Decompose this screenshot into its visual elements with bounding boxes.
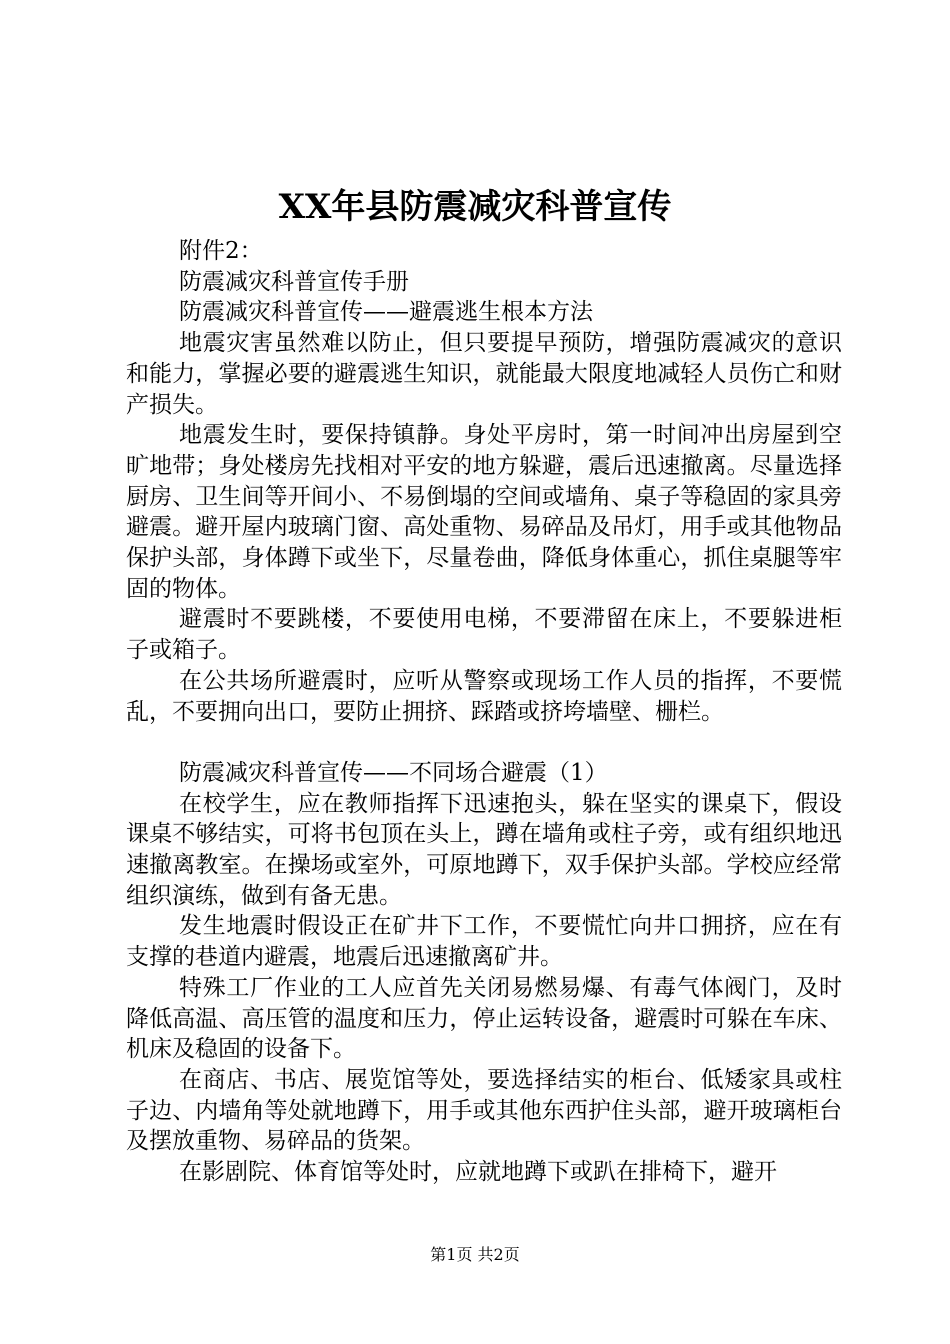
paragraph-theaters: 在影剧院、体育馆等处时，应就地蹲下或趴在排椅下，避开 (179, 1159, 777, 1186)
paragraph-section-heading-1: 防震减灾科普宣传——避震逃生根本方法 (179, 299, 593, 326)
document-body (126, 236, 842, 1188)
paragraph-during-earthquake: 地震发生时，要保持镇静。身处平房时，第一时间冲出房屋到空旷地带；身处楼房先找相对平安的地方躲避，震后迅速撤离。尽量选择厨房、卫生间等开间小、不易倒塌的空间或墙角、桌子等稳固的家具旁避震。避开屋内玻璃门窗、高处重物、易碎品及吊灯，用手或其他物品保护头部，身体蹲下或坐下，尽量卷曲，降低身体重心，抓住桌腿等牢固的物体。 (126, 422, 842, 602)
paragraph-do-not: 避震时不要跳楼，不要使用电梯，不要滞留在床上，不要躲进柜子或箱子。 (126, 606, 842, 664)
paragraph-attachment-label: 附件2： (179, 238, 263, 264)
paragraph-students: 在校学生，应在教师指挥下迅速抱头，躲在坚实的课桌下，假设课桌不够结实，可将书包顶在头上，蹲在墙角或柱子旁，或有组织地迅速撤离教室。在操场或室外，可原地蹲下，双手保护头部。学校应经常组织演练，做到有备无患。 (126, 790, 842, 909)
paragraph-intro: 地震灾害虽然难以防止，但只要提早预防，增强防震减灾的意识和能力，掌握必要的避震逃生知识，就能最大限度地减轻人员伤亡和财产损失。 (126, 330, 842, 418)
paragraph-public-places: 在公共场所避震时，应听从警察或现场工作人员的指挥，不要慌乱，不要拥向出口，要防止拥挤、踩踏或挤垮墙壁、栅栏。 (126, 667, 842, 725)
paragraph-shops: 在商店、书店、展览馆等处，要选择结实的柜台、低矮家具或柱子边、内墙角等处就地蹲下，用手或其他东西护住头部，避开玻璃柜台及摆放重物、易碎品的货架。 (126, 1066, 842, 1155)
paragraph-section-heading-2: 防震减灾科普宣传——不同场合避震（1） (179, 759, 608, 786)
paragraph-factory-workers: 特殊工厂作业的工人应首先关闭易燃易爆、有毒气体阀门，及时降低高温、高压管的温度和压力，停止运转设备，避震时可躲在车床、机床及稳固的设备下。 (126, 974, 842, 1063)
paragraph-mine-workers: 发生地震时假设正在矿井下工作，不要慌忙向井口拥挤，应在有支撑的巷道内避震，地震后迅速撤离矿井。 (126, 913, 842, 971)
page-number-footer: 第1页 共2页 (430, 1245, 520, 1264)
document-title: XX年县防震减灾科普宣传 (278, 187, 672, 227)
paragraph-handbook-title: 防震减灾科普宣传手册 (179, 268, 409, 295)
